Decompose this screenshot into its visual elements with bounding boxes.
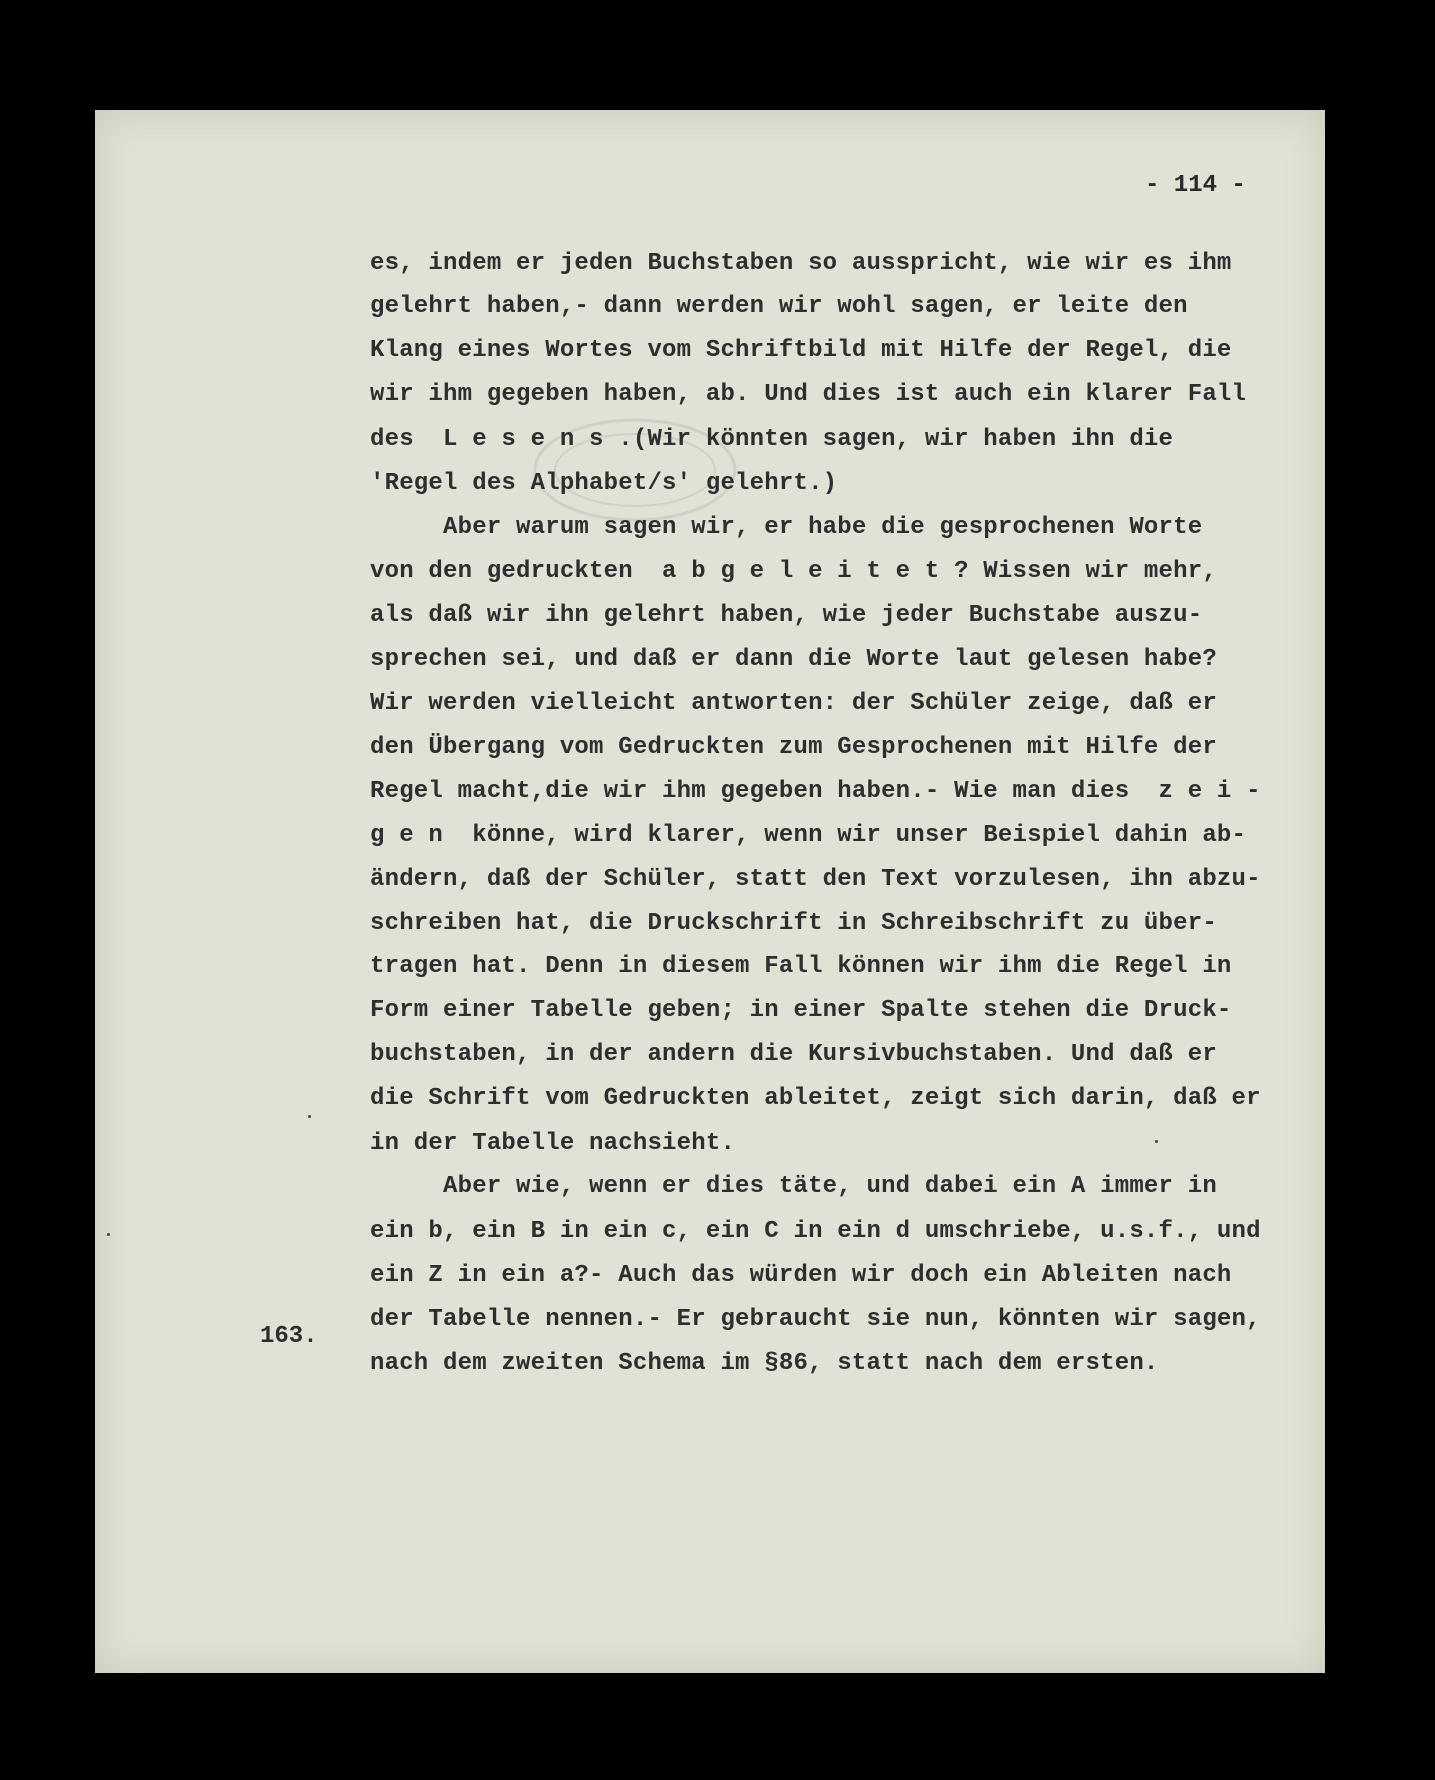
text-line: schreiben hat, die Druckschrift in Schreibschrift zu über- bbox=[370, 910, 1217, 937]
text-line: ein b, ein B in ein c, ein C in ein d umschriebe, u.s.f., und bbox=[370, 1218, 1261, 1245]
text-line: g e n könne, wird klarer, wenn wir unser Beispiel dahin ab- bbox=[370, 822, 1247, 849]
text-line: Wir werden vielleicht antworten: der Schüler zeige, daß er bbox=[370, 690, 1217, 717]
text-line: des L e s e n s .(Wir könnten sagen, wir haben ihn die bbox=[370, 426, 1174, 453]
text-line: in der Tabelle nachsieht. bbox=[370, 1130, 736, 1157]
text-line: buchstaben, in der andern die Kursivbuchstaben. Und daß er bbox=[370, 1041, 1217, 1068]
text-line: gelehrt haben,- dann werden wir wohl sagen, er leite den bbox=[370, 293, 1188, 320]
paper-speck bbox=[308, 1115, 311, 1118]
text-line: ändern, daß der Schüler, statt den Text vorzulesen, ihn abzu- bbox=[370, 866, 1261, 893]
text-line: es, indem er jeden Buchstaben so ausspricht, wie wir es ihm bbox=[370, 250, 1232, 277]
text-line: Klang eines Wortes vom Schriftbild mit Hilfe der Regel, die bbox=[370, 337, 1232, 364]
section-number: 163. bbox=[260, 1323, 318, 1350]
paper-speck bbox=[1155, 1140, 1158, 1143]
paper-speck bbox=[107, 1233, 110, 1236]
text-line: Aber wie, wenn er dies täte, und dabei ein A immer in bbox=[370, 1173, 1217, 1200]
page-number: - 114 - bbox=[1145, 172, 1246, 199]
text-line: Form einer Tabelle geben; in einer Spalte stehen die Druck- bbox=[370, 997, 1232, 1024]
text-line: die Schrift vom Gedruckten ableitet, zeigt sich darin, daß er bbox=[370, 1085, 1261, 1112]
text-line: Aber warum sagen wir, er habe die gesprochenen Worte bbox=[370, 514, 1203, 541]
text-line: 'Regel des Alphabet/s' gelehrt.) bbox=[370, 470, 838, 497]
text-line: Regel macht,die wir ihm gegeben haben.- Wie man dies z e i - bbox=[370, 778, 1261, 805]
text-line: von den gedruckten a b g e l e i t e t ? Wissen wir mehr, bbox=[370, 558, 1217, 585]
text-line: der Tabelle nennen.- Er gebraucht sie nun, könnten wir sagen, bbox=[370, 1306, 1261, 1333]
text-line: wir ihm gegeben haben, ab. Und dies ist auch ein klarer Fall bbox=[370, 381, 1247, 408]
text-line: den Übergang vom Gedruckten zum Gesprochenen mit Hilfe der bbox=[370, 734, 1217, 761]
text-line: als daß wir ihn gelehrt haben, wie jeder Buchstabe auszu- bbox=[370, 602, 1203, 629]
text-line: sprechen sei, und daß er dann die Worte laut gelesen habe? bbox=[370, 646, 1217, 673]
document-page bbox=[95, 110, 1325, 1673]
text-line: ein Z in ein a?- Auch das würden wir doch ein Ableiten nach bbox=[370, 1262, 1232, 1289]
text-line: nach dem zweiten Schema im §86, statt nach dem ersten. bbox=[370, 1350, 1159, 1377]
text-line: tragen hat. Denn in diesem Fall können wir ihm die Regel in bbox=[370, 953, 1232, 980]
